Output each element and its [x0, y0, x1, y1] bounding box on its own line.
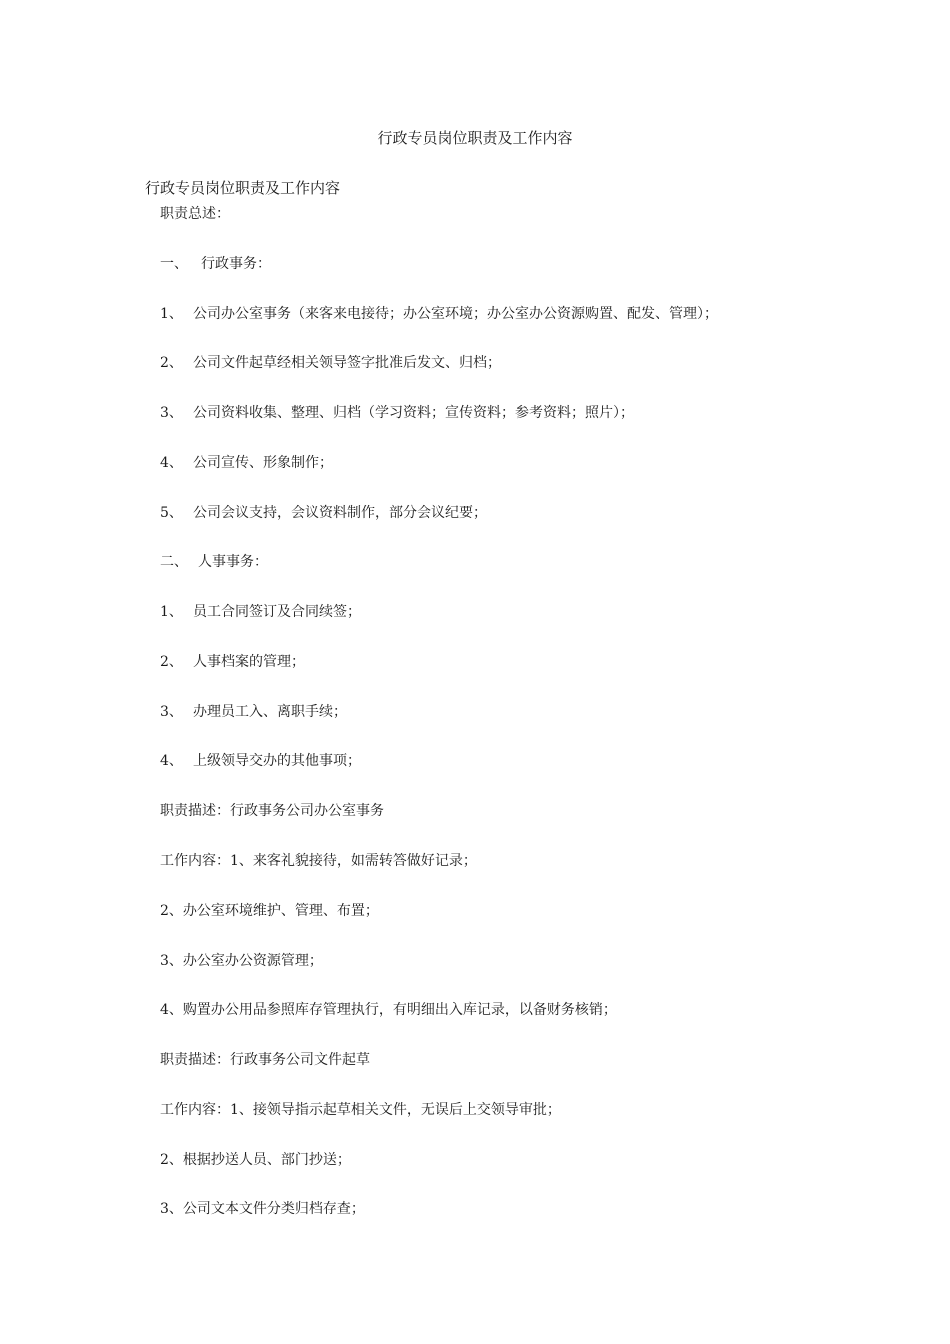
list-item: [160, 503, 487, 523]
item-number: 3、: [160, 704, 183, 720]
document-title: 行政专员岗位职责及工作内容: [377, 129, 573, 147]
list-item: [160, 751, 361, 771]
summary-label: 职责总述：: [160, 206, 230, 222]
section-title: 人事事务：: [198, 554, 268, 570]
item-text: 公司文件起草经相关领导签字批准后发文、归档；: [193, 355, 501, 371]
item-number: 3、: [160, 405, 183, 421]
list-item: [160, 403, 634, 423]
list-item: [160, 304, 718, 324]
item-number: 1、: [160, 306, 183, 322]
section-heading: [160, 552, 268, 572]
section-number: 一、: [160, 256, 188, 272]
item-number: 4、: [160, 455, 183, 471]
work-item: 2、办公室环境维护、管理、布置；: [160, 903, 379, 919]
list-item: [160, 652, 305, 672]
item-text: 人事档案的管理；: [193, 654, 305, 670]
item-text: 公司宣传、形象制作；: [193, 455, 333, 471]
document-subtitle: 行政专员岗位职责及工作内容: [145, 179, 341, 197]
section-heading: [160, 254, 271, 274]
item-text: 办理员工入、离职手续；: [193, 704, 347, 720]
item-number: 2、: [160, 355, 183, 371]
item-number: 2、: [160, 654, 183, 670]
section-number: 二、: [160, 554, 188, 570]
list-item: [160, 602, 361, 622]
duty-description: 职责描述：行政事务公司办公室事务: [160, 803, 384, 819]
work-item: 3、办公室办公资源管理；: [160, 953, 323, 969]
item-number: 4、: [160, 753, 183, 769]
item-text: 公司资料收集、整理、归档（学习资料；宣传资料；参考资料；照片）；: [193, 405, 634, 421]
item-text: 员工合同签订及合同续签；: [193, 604, 361, 620]
item-text: 上级领导交办的其他事项；: [193, 753, 361, 769]
work-content: 工作内容：1、来客礼貌接待，如需转答做好记录；: [160, 853, 477, 869]
work-item: 2、根据抄送人员、部门抄送；: [160, 1152, 351, 1168]
list-item: [160, 702, 347, 722]
item-number: 1、: [160, 604, 183, 620]
section-title: 行政事务：: [201, 256, 271, 272]
item-number: 5、: [160, 505, 183, 521]
item-text: 公司会议支持，会议资料制作，部分会议纪要；: [193, 505, 487, 521]
list-item: [160, 353, 501, 373]
item-text: 公司办公室事务（来客来电接待；办公室环境；办公室办公资源购置、配发、管理）；: [193, 306, 718, 322]
work-item: 3、公司文本文件分类归档存查；: [160, 1201, 365, 1217]
list-item: [160, 453, 333, 473]
work-content: 工作内容：1、接领导指示起草相关文件，无误后上交领导审批；: [160, 1102, 561, 1118]
duty-description: 职责描述：行政事务公司文件起草: [160, 1052, 370, 1068]
work-item: 4、购置办公用品参照库存管理执行，有明细出入库记录，以备财务核销；: [160, 1002, 617, 1018]
